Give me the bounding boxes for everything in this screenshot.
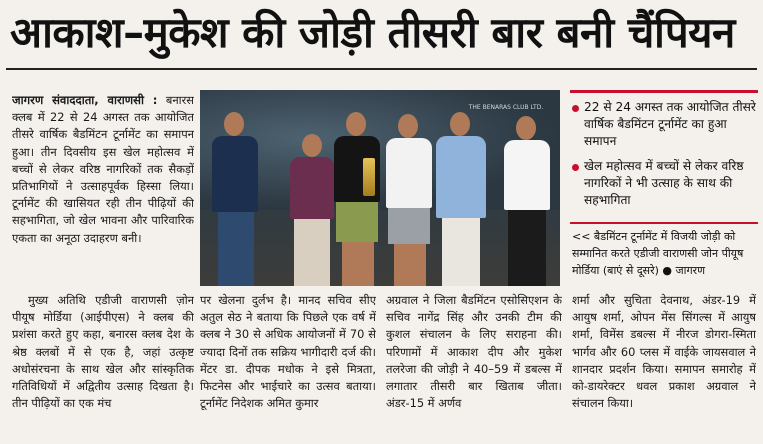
photo-sign: THE BENARAS CLUB LTD. [468, 104, 544, 111]
caption-rule [570, 222, 758, 224]
article-paragraph-5: शर्मा और सुचिता देवनाथ, अंडर-19 में आयुष शर्मा, ओपन मेंस सिंगल्स में आयुष शर्मा, विमेंस डबल्स में नीरज डोगरा-स्मिता भार्गव और 60 प्लस में वाईके जायसवाल ने शानदार प्रदर्शन किया। समापन समारोह में को-डायरेक्टर धवल प्रकाश अग्रवाल ने संचालन किया। [572, 293, 756, 411]
headline-rule [6, 68, 757, 70]
highlight-item: 22 से 24 अगस्त तक आयोजित तीसरे वार्षिक बैडमिंटन टूर्नामेंट का हुआ समापन [570, 99, 758, 150]
bullet-icon [572, 105, 579, 112]
article-paragraph-4: अग्रवाल ने जिला बैडमिंटन एसोसिएशन के सचिव नागेंद्र सिंह और उनकी टीम की कुशल संचालन के लिए सराहना की। परिणामों में आकाश दीप और मुकेश तलरेजा की जोड़ी ने 40–59 में डबल्स में लगातार तीसरी बार खिताब जीता। अंडर-15 में अर्णव [386, 293, 562, 411]
article-photo [200, 90, 560, 286]
sidebar-highlights [570, 90, 758, 231]
byline: जागरण संवाददाता, वाराणसी : [12, 93, 158, 107]
article-paragraph-1: बनारस क्लब में 22 से 24 अगस्त तक आयोजित तीसरे वार्षिक बैडमिंटन टूर्नामेंट का समापन हुआ। तीन दिवसीय इस खेल महोत्सव में बच्चों से लेकर वरिष्ठ नागरिकों तक सैकड़ों प्रतिभागियों ने उत्साहपूर्वक हिस्सा लिया। टूर्नामेंट की खासियत रही तीन पीढ़ियों की सहभागिता, जो खेल भावना और पारिवारिक एकता का अनूठा उदाहरण बनी। [12, 93, 194, 245]
article-paragraph-2: मुख्य अतिथि एडीजी वाराणसी ज़ोन पीयूष मोर्डिया (आईपीएस) ने क्लब की प्रशंसा करते हुए कहा, बनारस क्लब देश के श्रेष्ठ क्लबों में से एक है, जहां उत्कृष्ट अधोसंरचना के साथ खेल और सांस्कृतिक गतिविधियों में अद्वितीय उत्साह दिखता है। तीन पीढ़ियों का एक मंच [12, 293, 194, 411]
article-column-4 [572, 292, 756, 444]
article-column-3 [386, 292, 562, 444]
headline: आकाश–मुकेश की जोड़ी तीसरी बार बनी चैंपियन [10, 8, 735, 57]
photo-caption: << बैडमिंटन टूर्नामेंट में विजयी जोड़ी को सम्मानित करते एडीजी वाराणसी जोन पीयूष मोर्डिया (बाएं से दूसरे) ● जागरण [572, 230, 744, 277]
article-paragraph-3: पर खेलना दुर्लभ है। मानद सचिव सीए अतुल सेठ ने बताया कि पिछले एक वर्ष में क्लब ने 30 से अधिक आयोजनों में 70 से ज्यादा दिनों तक सक्रिय भागीदारी दर्ज की। मेंटर डा. दीपक मधोक ने इसे मित्रता, फिटनेस और भाईचारे का उत्सव बताया। टूर्नामेंट निदेशक अमित कुमार [200, 293, 376, 411]
highlight-item: खेल महोत्सव में बच्चों से लेकर वरिष्ठ नागरिकों ने भी उत्साह के साथ की सहभागिता [570, 158, 758, 209]
article-column-1-bottom [12, 292, 194, 444]
article-column-2 [200, 292, 376, 444]
trophy-icon [363, 158, 375, 196]
bullet-icon [572, 164, 579, 171]
article-column-1-top [12, 92, 194, 286]
